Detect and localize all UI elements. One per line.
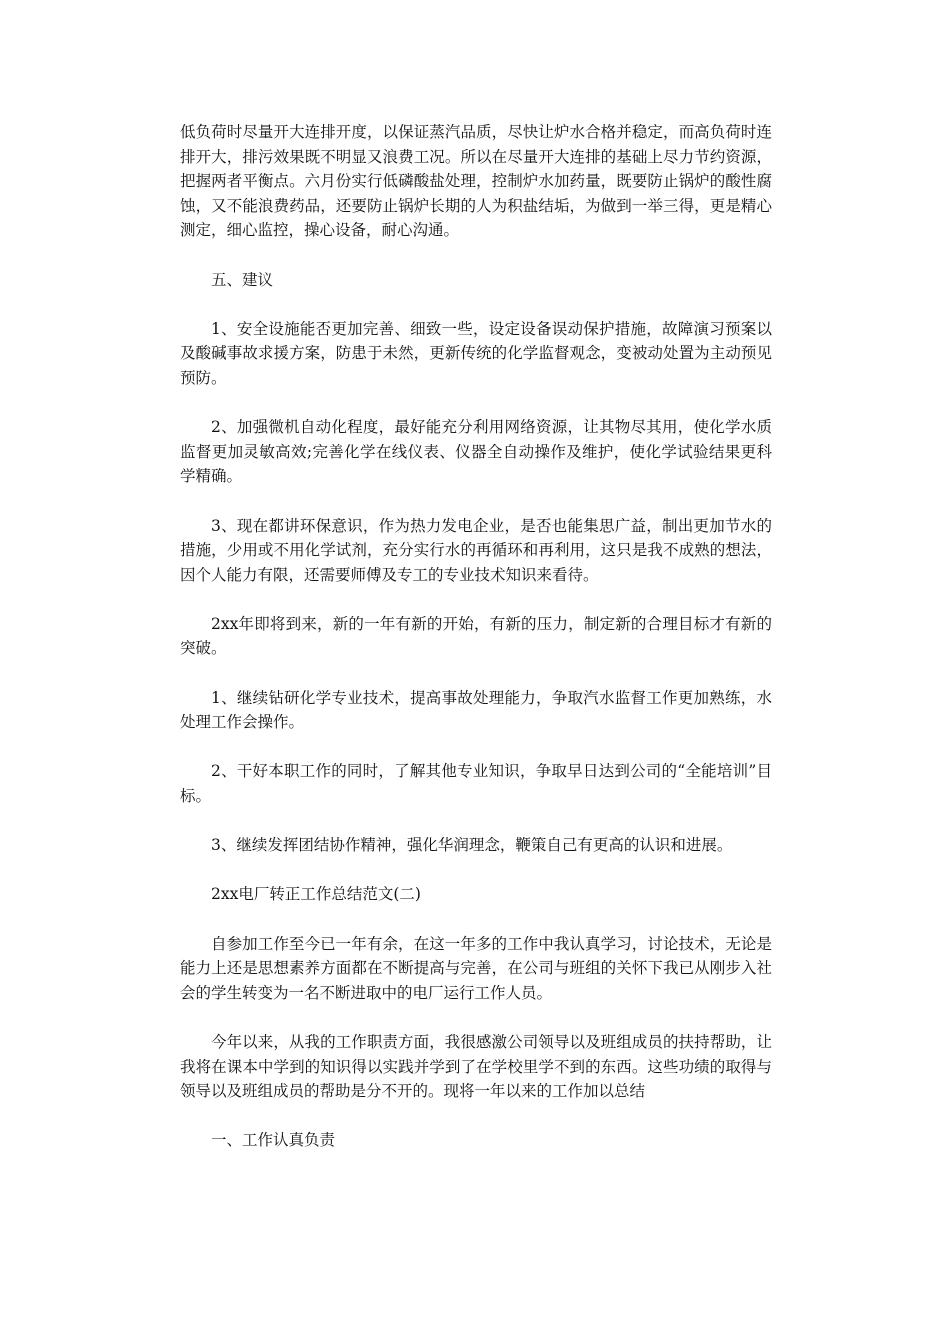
section-heading-suggestions: 五、建议	[211, 270, 274, 289]
article-title-two: 2xx电厂转正工作总结范文(二)	[211, 885, 421, 904]
goal-item-2: 2、干好本职工作的同时，了解其他专业知识，争取早日达到公司的“全能培训”目标。	[180, 762, 772, 806]
section-heading-work: 一、工作认真负责	[211, 1131, 336, 1150]
paragraph-thanks: 今年以来，从我的工作职责方面，我很感激公司领导以及班组成员的扶持帮助，让我将在课本中学到的知识得以实践并学到了在学校里学不到的东西。这些功绩的取得与领导以及班组成员的帮助是分不开的。现将一年以来的工作加以总结	[180, 1032, 772, 1101]
paragraph-continuation: 低负荷时尽量开大连排开度，以保证蒸汽品质，尽快让炉水合格并稳定，而高负荷时连排开大，排污效果既不明显又浪费工况。所以在尽量开大连排的基础上尽力节约资源，把握两者平衡点。六月份实行低磷酸盐处理，控制炉水加药量，既要防止锅炉的酸性腐蚀，又不能浪费药品，还要防止锅炉长期的人为积盐结垢，为做到一举三得，更是精心测定，细心监控，操心设备，耐心沟通。	[180, 123, 772, 240]
paragraph-intro: 自参加工作至今已一年有余，在这一年多的工作中我认真学习，讨论技术，无论是能力上还是思想素养方面都在不断提高与完善，在公司与班组的关怀下我已从刚步入社会的学生转变为一名不断进取中的电厂运行工作人员。	[180, 934, 772, 1002]
suggestion-item-3: 3、现在都讲环保意识，作为热力发电企业，是否也能集思广益，制出更加节水的措施，少用或不用化学试剂，充分实行水的再循环和再利用，这只是我不成熟的想法，因个人能力有限，还需要师傅及专工的专业技术知识来看待。	[180, 516, 772, 584]
suggestion-item-1: 1、安全设施能否更加完善、细致一些，设定设备误动保护措施，故障演习预案以及酸碱事故求援方案，防患于未然，更新传统的化学监督观念，变被动处置为主动预见预防。	[180, 319, 772, 387]
goal-item-1: 1、继续钻研化学专业技术，提高事故处理能力，争取汽水监督工作更加熟练，水处理工作会操作。	[180, 688, 772, 732]
paragraph-new-year: 2xx年即将到来，新的一年有新的开始，有新的压力，制定新的合理目标才有新的突破。	[180, 614, 772, 658]
suggestion-item-2: 2、加强微机自动化程度，最好能充分利用网络资源，让其物尽其用，使化学水质监督更加灵敏高效;完善化学在线仪表、仪器全自动操作及维护，使化学试验结果更科学精确。	[180, 418, 772, 486]
goal-item-3: 3、继续发挥团结协作精神，强化华润理念，鞭策自己有更高的认识和进展。	[211, 836, 733, 855]
document-page	[180, 120, 772, 1178]
